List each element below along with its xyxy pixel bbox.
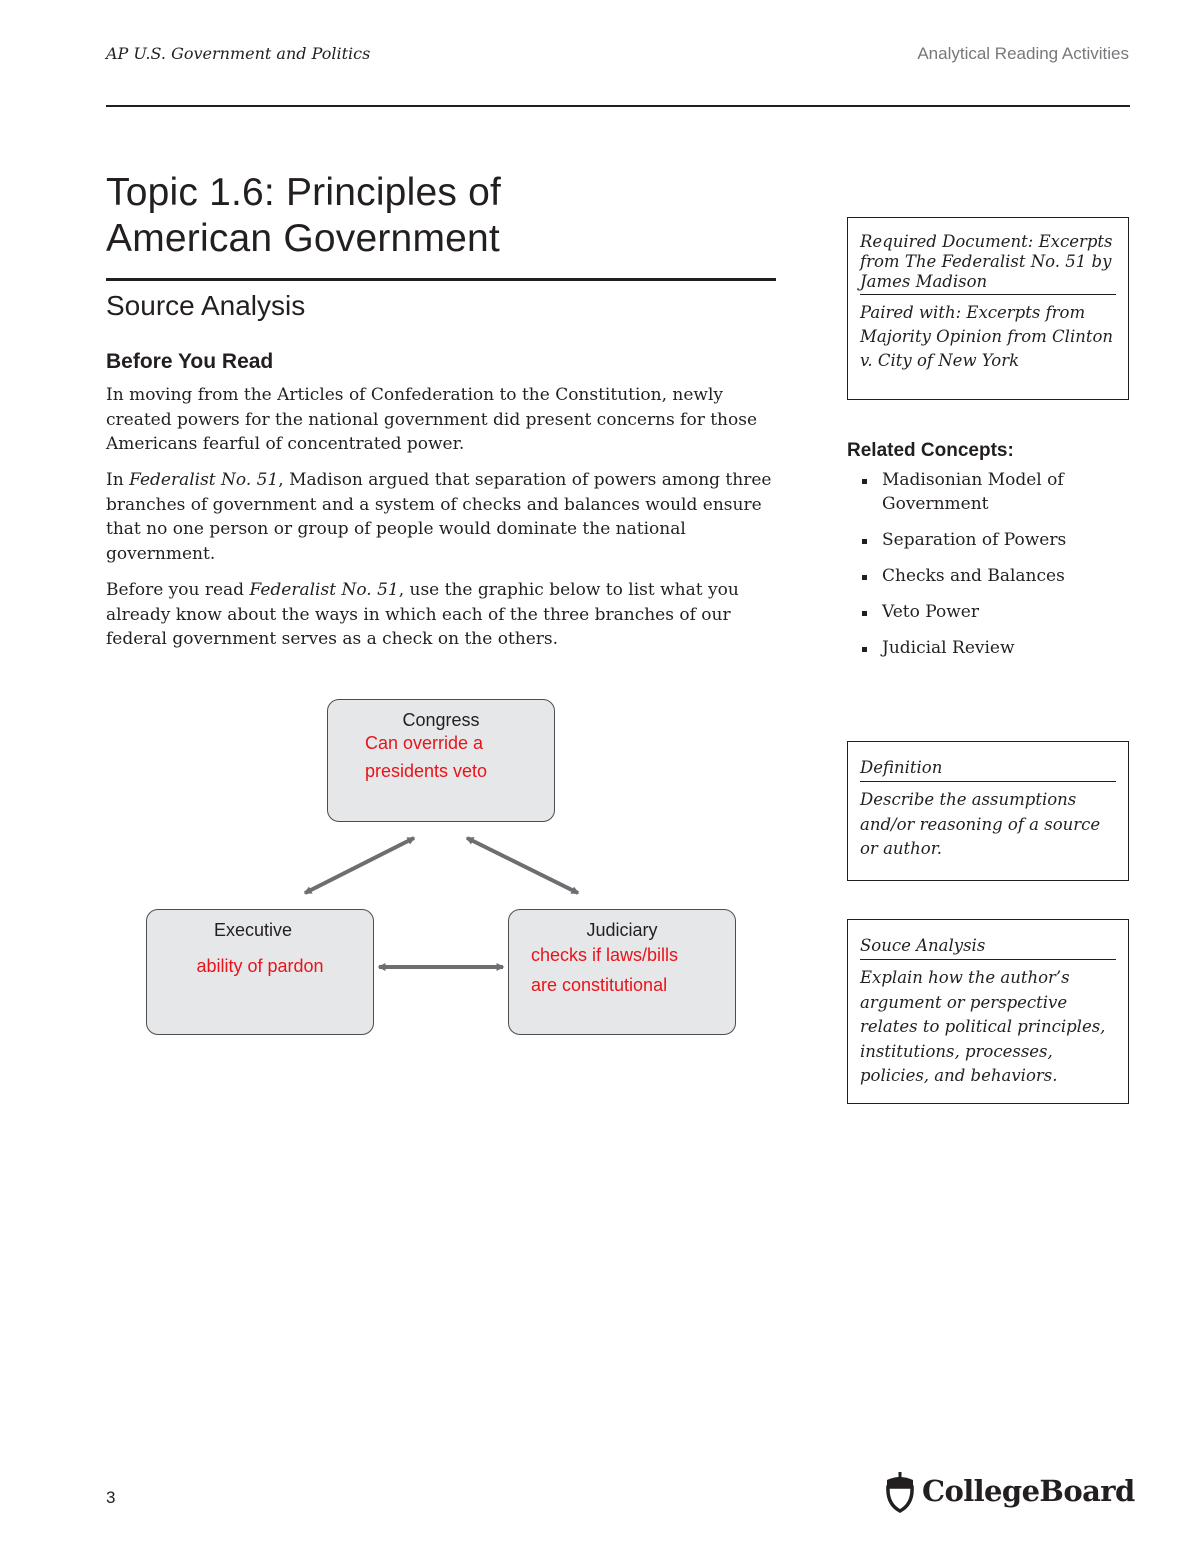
judiciary-node bbox=[508, 909, 736, 1035]
section-subtitle: Source Analysis bbox=[106, 290, 306, 321]
congress-answer-line-1: Can override a bbox=[365, 733, 484, 753]
intro-paragraph: In moving from the Articles of Confederation to the Constitution, newly created powers for the national government did present concerns for those Americans fearful of concentrated power. bbox=[106, 385, 758, 454]
executive-label: Executive bbox=[214, 920, 293, 940]
instructions-federalist-title: Federalist No. 51 bbox=[249, 580, 399, 600]
required-document-text: Required Document: Excerpts from The Federalist No. 51 by James Madison bbox=[860, 232, 1116, 295]
federalist-paragraph-prefix: In bbox=[106, 470, 130, 490]
executive-answer: ability of pardon bbox=[196, 956, 324, 976]
list-item: Separation of Powers bbox=[862, 528, 1132, 552]
arrow-congress-executive bbox=[305, 838, 414, 893]
source-analysis-text: Explain how the author’s argument or perspective relates to political principles, institutions, processes, policies, and behaviors. bbox=[860, 968, 1106, 1085]
arrow-congress-judiciary bbox=[467, 838, 578, 893]
instructions-prefix: Before you read bbox=[106, 580, 250, 600]
running-header-section: Analytical Reading Activities bbox=[917, 44, 1129, 63]
page-title-line-2: American Government bbox=[106, 217, 500, 260]
list-item: Madisonian Model of Government bbox=[862, 468, 1132, 516]
congress-answer-line-2: presidents veto bbox=[365, 761, 488, 781]
list-item: Veto Power bbox=[862, 600, 1132, 624]
definition-text: Describe the assumptions and/or reasoning of a source or author. bbox=[860, 790, 1101, 858]
college-board-wordmark: CollegeBoard bbox=[922, 1474, 1135, 1508]
federalist-paragraph-text: , Madison argued that separation of powers among three branches of government and a system of checks and balances would ensure that no one person or group of people would dominate the national government. bbox=[106, 470, 772, 564]
source-analysis-label: Souce Analysis bbox=[860, 934, 1116, 960]
congress-node bbox=[327, 699, 555, 822]
before-you-read-heading: Before You Read bbox=[106, 350, 274, 373]
congress-label: Congress bbox=[402, 710, 480, 730]
paired-document-text: Paired with: Excerpts from Majority Opinion from Clinton v. City of New York bbox=[860, 303, 1114, 370]
related-concepts-heading: Related Concepts: bbox=[847, 440, 1014, 461]
acorn-icon bbox=[882, 1470, 918, 1514]
federalist-title: Federalist No. 51 bbox=[129, 470, 279, 490]
definition-label: Definition bbox=[860, 756, 1116, 782]
executive-node bbox=[146, 909, 374, 1035]
page-number: 3 bbox=[106, 1488, 116, 1507]
running-header-course: AP U.S. Government and Politics bbox=[106, 44, 371, 63]
judiciary-label: Judiciary bbox=[586, 920, 658, 940]
instructions-text: , use the graphic below to list what you already know about the ways in which each of the three branches of our federal government serves as a check on the others. bbox=[106, 580, 739, 649]
judiciary-answer-line-1: checks if laws/bills bbox=[531, 945, 679, 965]
judiciary-answer-line-2: are constitutional bbox=[531, 975, 668, 995]
list-item: Checks and Balances bbox=[862, 564, 1132, 588]
page-title-line-1: Topic 1.6: Principles of bbox=[106, 171, 501, 214]
list-item: Judicial Review bbox=[862, 636, 1132, 660]
college-board-logo bbox=[882, 1470, 1135, 1514]
